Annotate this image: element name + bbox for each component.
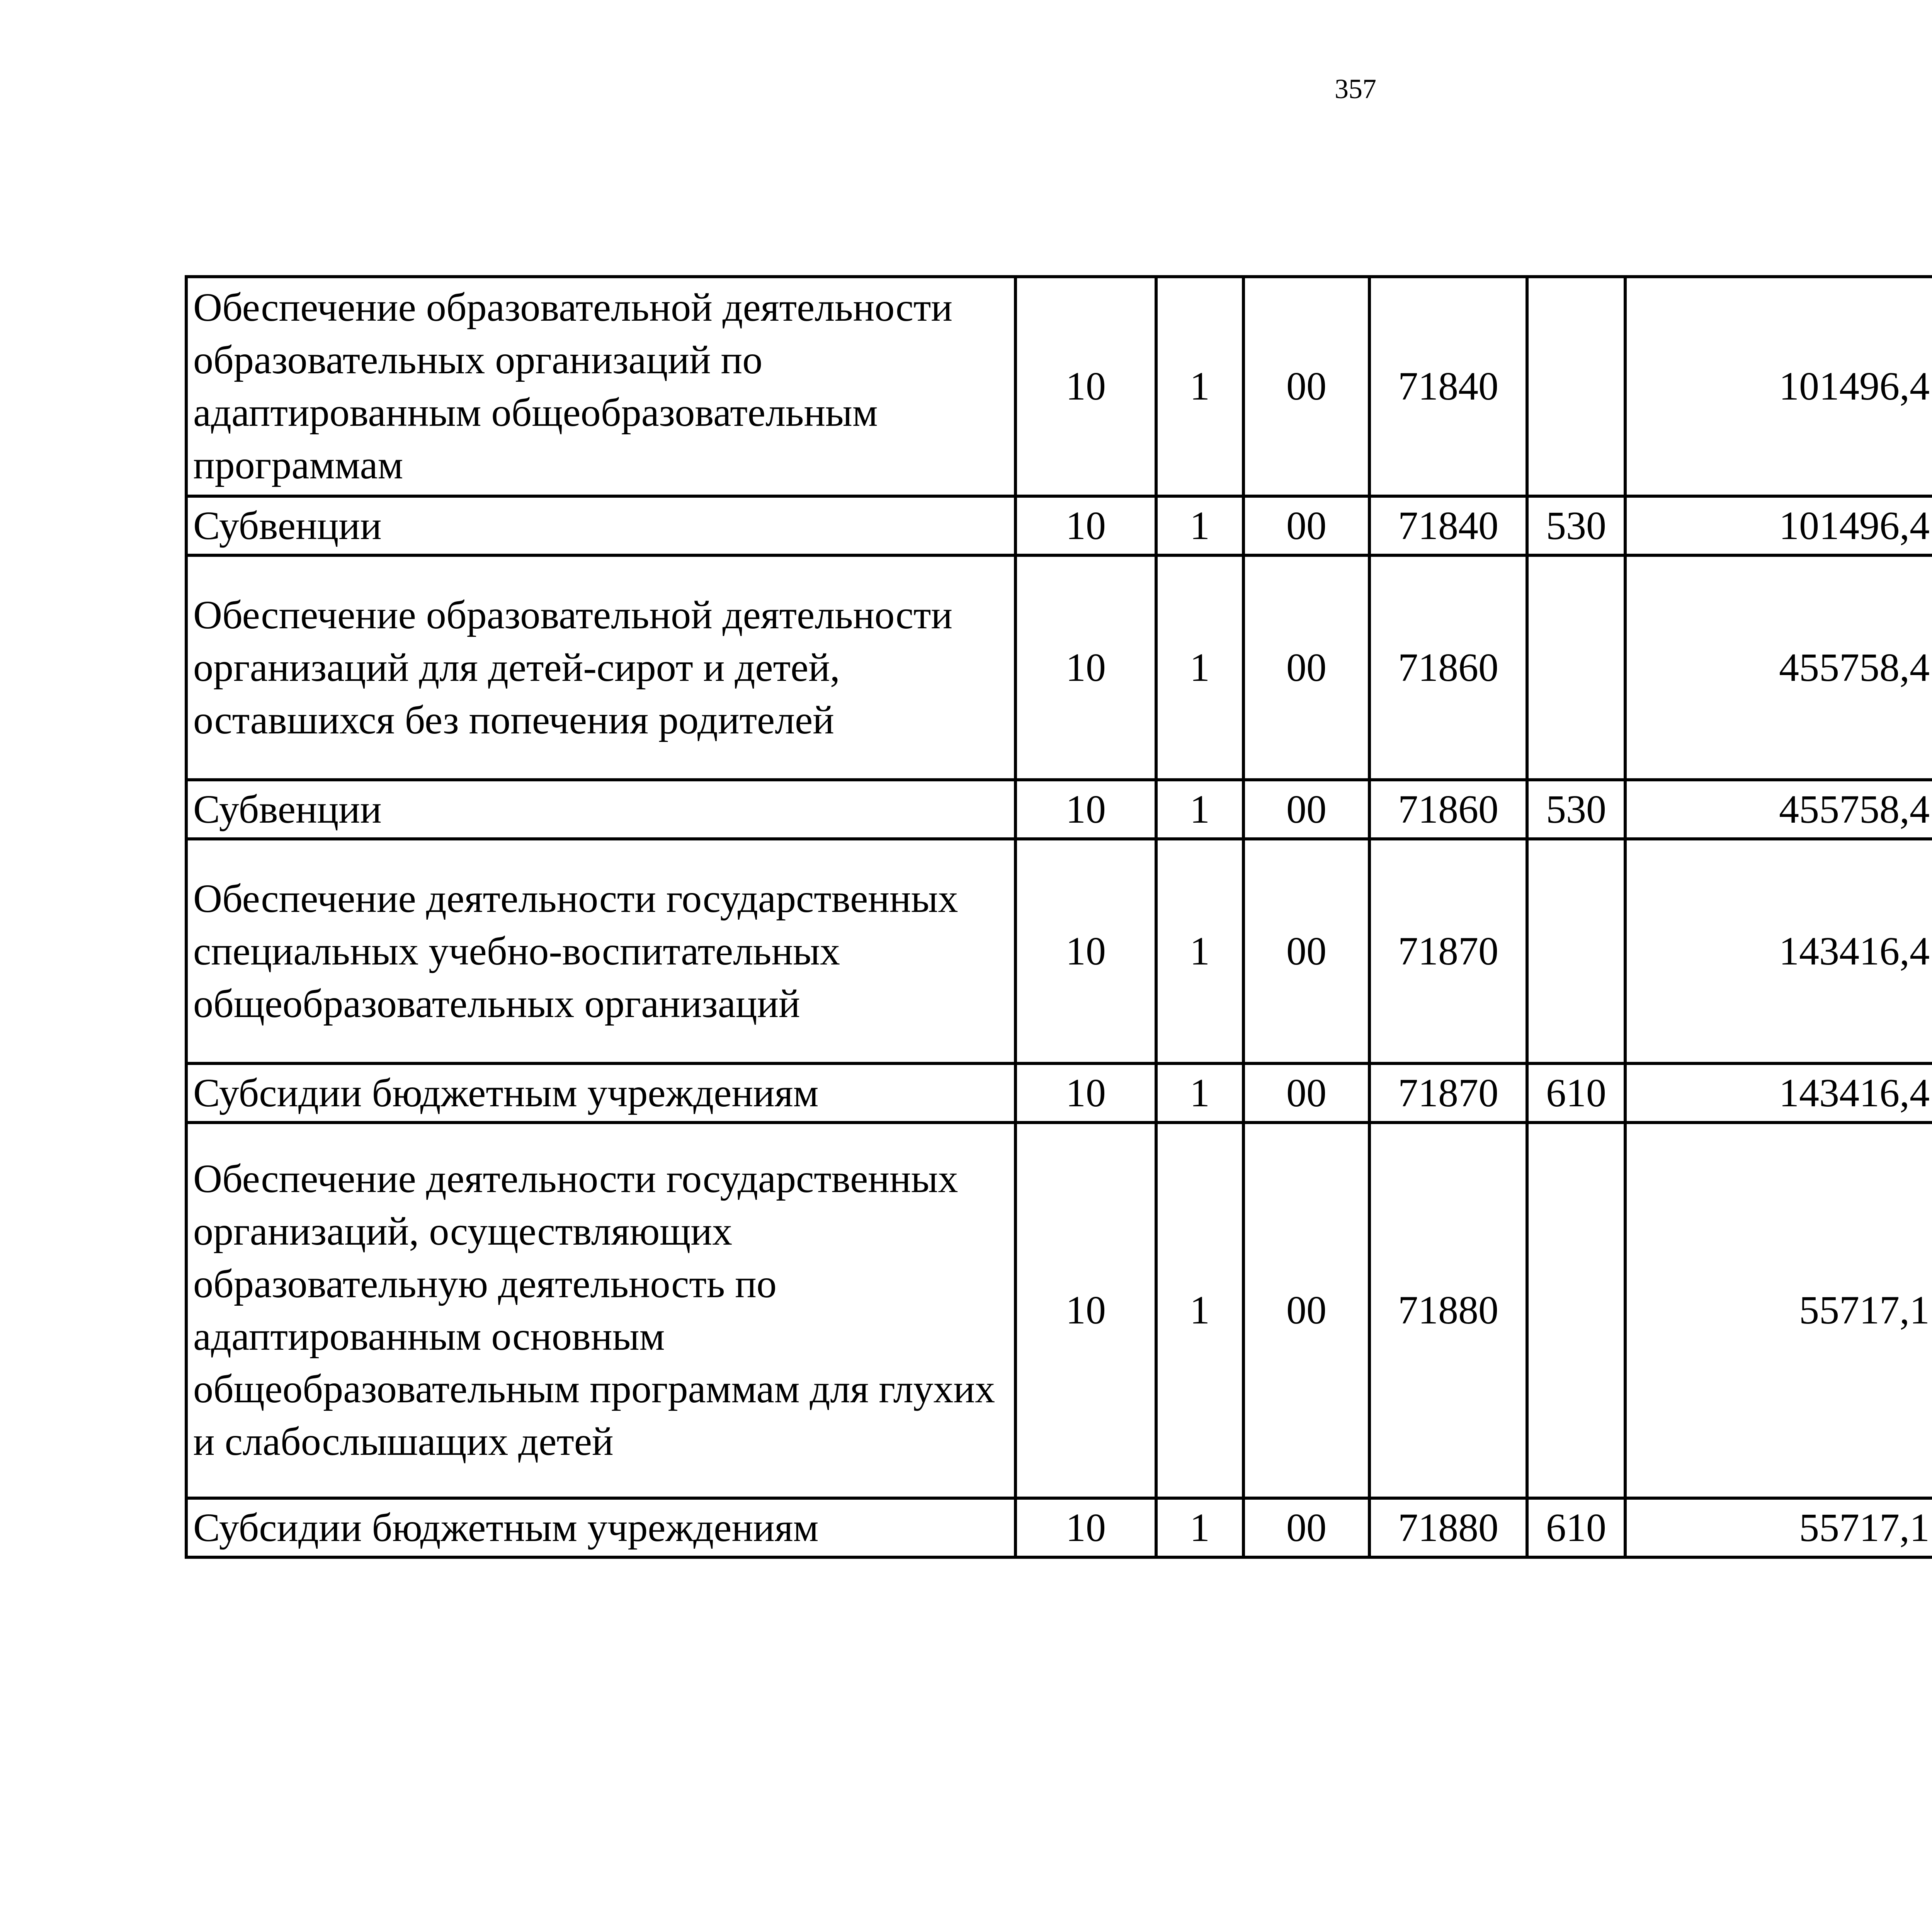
row-name: Обеспечение образовательной деятельности организаций для детей-сирот и детей, оставшихся без попечения родителей (186, 555, 1015, 780)
table-row (186, 277, 1932, 496)
subprogram-code: 00 (1243, 1498, 1369, 1557)
program-code: 1 (1156, 839, 1243, 1063)
amount-1: 55717,1 (1625, 1123, 1932, 1498)
direction-code: 71880 (1369, 1123, 1527, 1498)
program-code: 1 (1156, 555, 1243, 780)
expense-type-code (1527, 1123, 1625, 1498)
amount-1: 101496,4 (1625, 496, 1932, 555)
table-row (186, 496, 1932, 555)
expense-type-code (1527, 555, 1625, 780)
section-code: 10 (1015, 277, 1156, 496)
program-code: 1 (1156, 277, 1243, 496)
expense-type-code: 530 (1527, 780, 1625, 839)
direction-code: 71870 (1369, 1063, 1527, 1123)
direction-code: 71860 (1369, 780, 1527, 839)
program-code: 1 (1156, 780, 1243, 839)
amount-1: 455758,4 (1625, 780, 1932, 839)
expense-type-code: 610 (1527, 1498, 1625, 1557)
budget-table (185, 275, 1932, 1559)
program-code: 1 (1156, 1498, 1243, 1557)
expense-type-code: 530 (1527, 496, 1625, 555)
section-code: 10 (1015, 496, 1156, 555)
program-code: 1 (1156, 496, 1243, 555)
subprogram-code: 00 (1243, 555, 1369, 780)
row-name: Субвенции (186, 780, 1015, 839)
amount-1: 101496,4 (1625, 277, 1932, 496)
section-code: 10 (1015, 1498, 1156, 1557)
section-code: 10 (1015, 839, 1156, 1063)
amount-1: 455758,4 (1625, 555, 1932, 780)
section-code: 10 (1015, 1063, 1156, 1123)
table-row (186, 780, 1932, 839)
direction-code: 71860 (1369, 555, 1527, 780)
expense-type-code (1527, 277, 1625, 496)
row-name: Обеспечение деятельности государственных организаций, осуществляющих образовательную деятельность по адаптированным основным общеобразовательным программам для глухих и слабослышащих детей (186, 1123, 1015, 1498)
subprogram-code: 00 (1243, 839, 1369, 1063)
section-code: 10 (1015, 1123, 1156, 1498)
table-row (186, 555, 1932, 780)
page-number: 357 (1335, 73, 1376, 104)
row-name: Субсидии бюджетным учреждениям (186, 1498, 1015, 1557)
expense-type-code (1527, 839, 1625, 1063)
subprogram-code: 00 (1243, 1063, 1369, 1123)
row-name: Обеспечение деятельности государственных специальных учебно-воспитательных общеобразовательных организаций (186, 839, 1015, 1063)
program-code: 1 (1156, 1063, 1243, 1123)
amount-1: 143416,4 (1625, 839, 1932, 1063)
direction-code: 71840 (1369, 496, 1527, 555)
direction-code: 71880 (1369, 1498, 1527, 1557)
table-row (186, 1498, 1932, 1557)
row-name: Субвенции (186, 496, 1015, 555)
row-name: Субсидии бюджетным учреждениям (186, 1063, 1015, 1123)
direction-code: 71870 (1369, 839, 1527, 1063)
subprogram-code: 00 (1243, 780, 1369, 839)
expense-type-code: 610 (1527, 1063, 1625, 1123)
amount-1: 143416,4 (1625, 1063, 1932, 1123)
row-name: Обеспечение образовательной деятельности образовательных организаций по адаптированным общеобразовательным программам (186, 277, 1015, 496)
program-code: 1 (1156, 1123, 1243, 1498)
table-row (186, 1063, 1932, 1123)
section-code: 10 (1015, 780, 1156, 839)
subprogram-code: 00 (1243, 277, 1369, 496)
amount-1: 55717,1 (1625, 1498, 1932, 1557)
section-code: 10 (1015, 555, 1156, 780)
table-row (186, 839, 1932, 1063)
subprogram-code: 00 (1243, 496, 1369, 555)
subprogram-code: 00 (1243, 1123, 1369, 1498)
direction-code: 71840 (1369, 277, 1527, 496)
table-row (186, 1123, 1932, 1498)
